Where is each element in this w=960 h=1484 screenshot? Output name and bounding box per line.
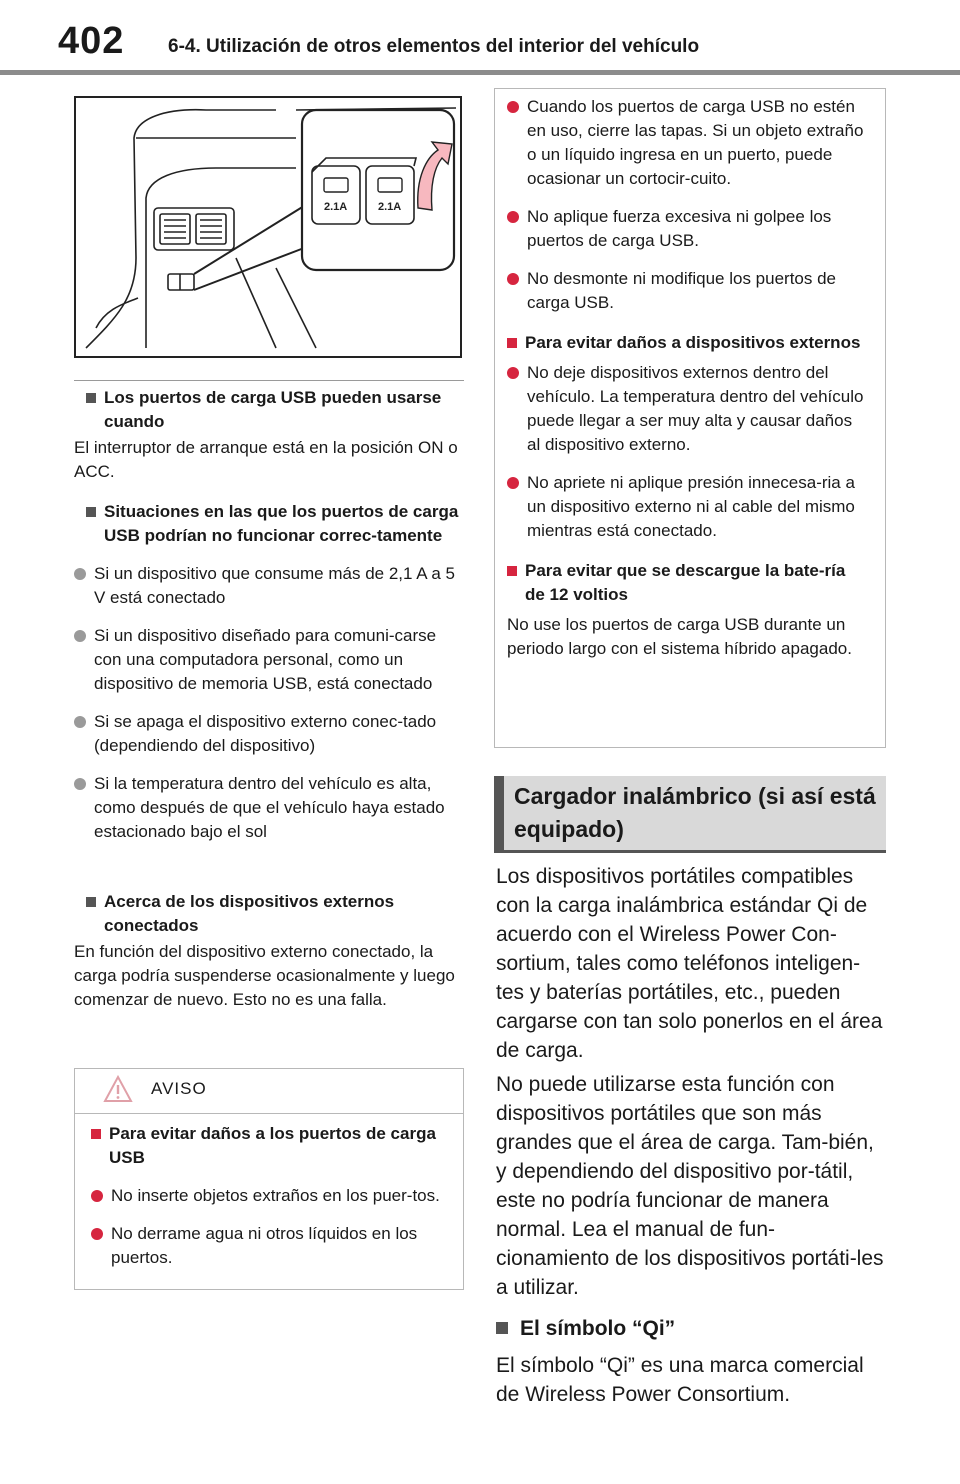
- section-text: En función del dispositivo externo conectado, la carga podría suspenderse ocasionalmente y luego comenzar de nuevo. Esto no es una falla.: [74, 942, 455, 1009]
- section-usb-malfunction: [86, 500, 466, 844]
- figure-divider: [74, 380, 464, 381]
- qi-heading: El símbolo “Qi”: [496, 1314, 888, 1343]
- section-text: El interruptor de arranque está en la posición ON o ACC.: [74, 438, 458, 481]
- chapter-title: 6-4. Utilización de otros elementos del interior del vehículo: [168, 36, 700, 57]
- circle-bullet-icon: [507, 211, 519, 223]
- notice-heading: Para evitar que se descargue la bate-ría de 12 voltios: [507, 559, 869, 607]
- list-item: Si se apaga el dispositivo externo conec-tado (dependiendo del dispositivo): [74, 710, 466, 758]
- wireless-paragraph-2: No puede utilizarse esta función con dispositivos portátiles que son más grandes que el área de carga. Tam-bién, y dependiendo del dispositivo por-tátil, este no podría funcionar de manera normal. Lea el manual de fun-cionamiento de los dispositivos portáti-les a utilizar.: [496, 1073, 884, 1299]
- circle-bullet-icon: [507, 367, 519, 379]
- section-heading: Acerca de los dispositivos externos conectados: [86, 890, 466, 938]
- warning-triangle-icon: [103, 1075, 133, 1103]
- square-bullet-icon: [507, 338, 517, 348]
- page-header: [0, 0, 960, 76]
- circle-bullet-icon: [507, 477, 519, 489]
- section-usb-usable: [74, 386, 466, 484]
- usb-charging-ports-illustration: [76, 98, 460, 356]
- list-item: Si un dispositivo que consume más de 2,1 A a 5 V está conectado: [74, 562, 466, 610]
- circle-bullet-icon: [74, 716, 86, 728]
- circle-bullet-icon: [74, 630, 86, 642]
- aviso-label: AVISO: [151, 1079, 207, 1098]
- list-item: No aplique fuerza excesiva ni golpee los puertos de carga USB.: [507, 205, 869, 253]
- circle-bullet-icon: [74, 778, 86, 790]
- square-bullet-icon: [86, 393, 96, 403]
- title-accent-bar: [494, 776, 504, 850]
- port-label-right: 2.1A: [378, 201, 402, 213]
- notice-text: No use los puertos de carga USB durante un periodo largo con el sistema híbrido apagado.: [507, 615, 852, 658]
- square-bullet-icon: [507, 566, 517, 576]
- list-item: No deje dispositivos externos dentro del vehículo. La temperatura dentro del vehículo puede llegar a ser muy alta y causar daños al dispositivo externo.: [507, 361, 869, 457]
- notice-box-continued: [494, 88, 886, 748]
- square-bullet-icon: [86, 897, 96, 907]
- circle-bullet-icon: [91, 1228, 103, 1240]
- port-label-left: 2.1A: [324, 201, 348, 213]
- list-item: Cuando los puertos de carga USB no estén en uso, cierre las tapas. Si un objeto extraño o un líquido ingresa en un puerto, puede ocasionar un cortocir-cuito.: [507, 95, 869, 191]
- circle-bullet-icon: [91, 1190, 103, 1202]
- circle-bullet-icon: [74, 568, 86, 580]
- section-external-devices: [74, 890, 466, 1012]
- notice-heading: Para evitar daños a dispositivos externos: [507, 331, 869, 355]
- square-bullet-icon: [91, 1129, 101, 1139]
- aviso-header: [75, 1069, 463, 1114]
- title-underline: [494, 850, 886, 853]
- list-item: Si un dispositivo diseñado para comuni-carse con una computadora personal, como un dispositivo de memoria USB, está conectado: [74, 624, 466, 696]
- list-item: No apriete ni aplique presión innecesa-ria a un dispositivo externo ni al cable del mismo mientras está conectado.: [507, 471, 869, 543]
- wireless-paragraph-1: Los dispositivos portátiles compatibles con la carga inalámbrica estándar Qi de acuerdo con el Wireless Power Con-sortium, tales como teléfonos inteligen-tes y baterías portátiles, etc., pueden cargarse con tan solo ponerlos en el área de carga.: [496, 865, 883, 1062]
- usb-ports-figure: [74, 96, 462, 358]
- circle-bullet-icon: [507, 101, 519, 113]
- section-title: Cargador inalámbrico (si así está equipado): [514, 783, 876, 842]
- qi-section: [496, 1314, 888, 1409]
- section-title-box: [494, 776, 886, 850]
- square-bullet-icon: [86, 507, 96, 517]
- page-number: 402: [58, 20, 125, 62]
- square-bullet-icon: [496, 1322, 508, 1334]
- aviso-box: [74, 1068, 464, 1290]
- circle-bullet-icon: [507, 273, 519, 285]
- list-item: No desmonte ni modifique los puertos de carga USB.: [507, 267, 869, 315]
- section-heading: Situaciones en las que los puertos de carga USB podrían no funcionar correc-tamente: [86, 500, 466, 548]
- section-heading: Los puertos de carga USB pueden usarse cuando: [86, 386, 466, 434]
- header-rule: [0, 70, 960, 75]
- aviso-heading: Para evitar daños a los puertos de carga USB: [91, 1122, 447, 1170]
- list-item: No inserte objetos extraños en los puer-tos.: [91, 1184, 447, 1208]
- list-item: No derrame agua ni otros líquidos en los puertos.: [91, 1222, 447, 1270]
- list-item: Si la temperatura dentro del vehículo es alta, como después de que el vehículo haya estado estacionado bajo el sol: [74, 772, 466, 844]
- qi-text: El símbolo “Qi” es una marca comercial de Wireless Power Consortium.: [496, 1354, 864, 1406]
